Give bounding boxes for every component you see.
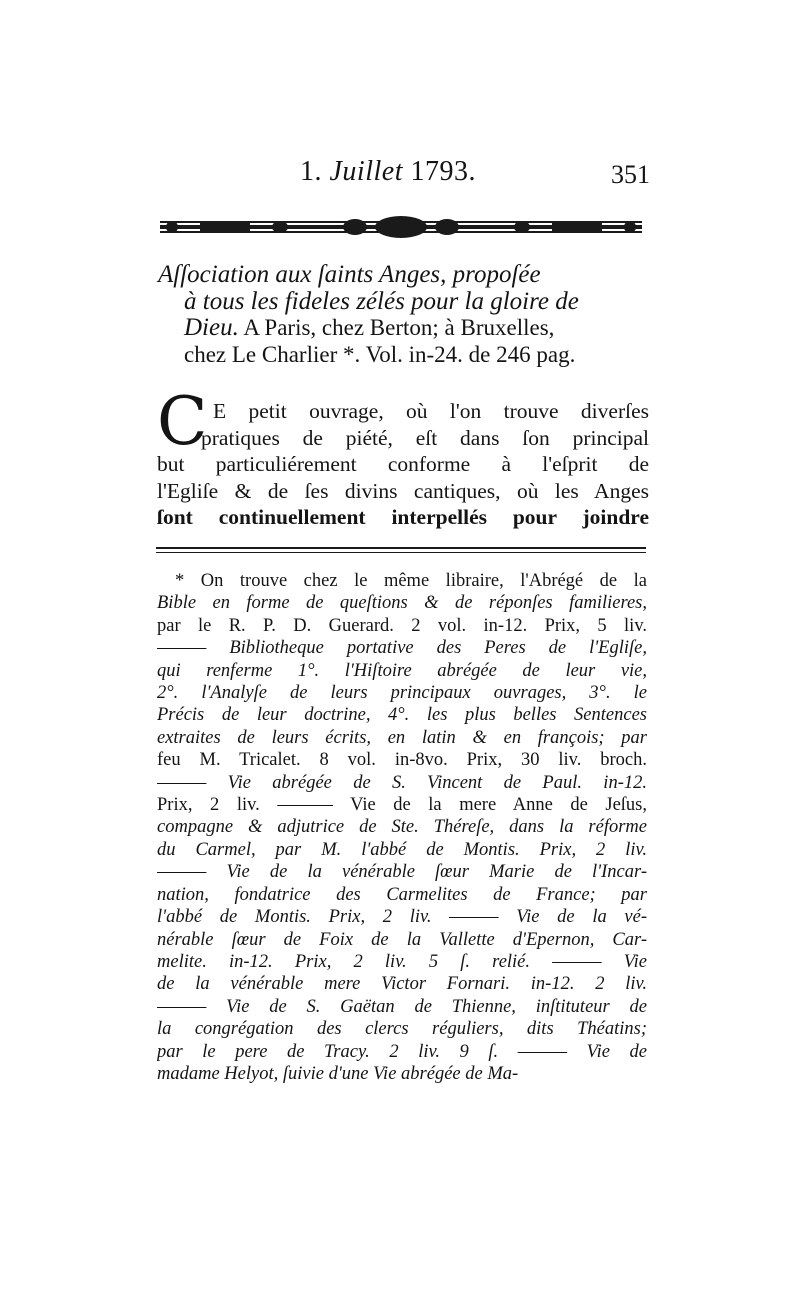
- body-paragraph: [157, 398, 649, 531]
- footnote-line: madame Helyot, ſuivie d'une Vie abrégée de Ma-: [157, 1063, 519, 1084]
- footnote-line: ——— Vie de S. Gaëtan de Thienne, inſtituteur de: [157, 996, 647, 1017]
- footnote-line: ——— Bibliotheque portative des Peres de l'Egliſe,: [157, 638, 647, 659]
- footnote-line: * On trouve chez le même libraire, l'Abrégé de la: [175, 571, 647, 591]
- body-line: l'Egliſe & de ſes divins cantiques, où les Anges: [157, 478, 649, 503]
- body-line: ſont continuellement interpellés pour joindre: [157, 505, 649, 529]
- footnote: [157, 570, 647, 1085]
- footnote-line: qui renferme 1°. l'Hiſtoire abrégée de leur vie,: [157, 660, 647, 681]
- ornamental-divider: [160, 214, 642, 240]
- footnote-line: nation, fondatrice des Carmelites de France; par: [157, 884, 647, 905]
- footnote-rule-thin: [156, 552, 646, 553]
- title-word-dieu: Dieu.: [184, 314, 239, 341]
- footnote-line: compagne & adjutrice de Ste. Théreſe, dans la réforme: [157, 817, 647, 838]
- footnote-line: Prix, 2 liv. ——— Vie de la mere Anne de Jeſus,: [157, 795, 647, 816]
- title-line: [158, 315, 648, 342]
- footnote-line: feu M. Tricalet. 8 vol. in-8vo. Prix, 30 liv. broch.: [157, 750, 647, 771]
- footnote-line: par le R. P. D. Guerard. 2 vol. in-12. Prix, 5 liv.: [157, 615, 647, 636]
- running-head: [150, 156, 650, 196]
- footnote-line: ——— Vie abrégée de S. Vincent de Paul. in-12.: [157, 772, 647, 793]
- date-prefix: 1.: [300, 156, 322, 187]
- date-year: 1793.: [410, 156, 476, 187]
- footnote-line: l'abbé de Montis. Prix, 2 liv. ——— Vie de la vé-: [157, 907, 647, 928]
- footnote-rule: [156, 547, 646, 549]
- book-title: [158, 262, 648, 368]
- footnote-line: nérable ſœur de Foix de la Vallette d'Epernon, Car-: [157, 929, 647, 950]
- footnote-line: melite. in-12. Prix, 2 liv. 5 ſ. relié. ——— Vie: [157, 951, 647, 972]
- running-date: [300, 156, 476, 188]
- title-line: à tous les fideles zélés pour la gloire de: [184, 287, 579, 315]
- title-line: Aſſociation aux ſaints Anges, propoſée: [158, 261, 541, 288]
- footnote-line: 2°. l'Analyſe de leurs principaux ouvrages, 3°. le: [157, 683, 647, 704]
- footnote-line: de la vénérable mere Victor Fornari. in-12. 2 liv.: [157, 974, 647, 995]
- footnote-line: du Carmel, par M. l'abbé de Montis. Prix, 2 liv.: [157, 839, 647, 860]
- body-line: E petit ouvrage, où l'on trouve diverſes: [213, 399, 649, 423]
- footnote-line: Précis de leur doctrine, 4°. les plus belles Sentences: [157, 705, 647, 726]
- footnote-line: Bible en forme de queſtions & de réponſes familieres,: [157, 593, 647, 614]
- drop-cap: C: [157, 383, 208, 460]
- body-line: pratiques de piété, eſt dans ſon principal: [201, 425, 649, 450]
- body-line: but particuliérement conforme à l'eſprit de: [157, 452, 649, 476]
- footnote-line: la congrégation des clercs réguliers, dits Théatins;: [157, 1019, 647, 1040]
- page-number: 351: [611, 160, 650, 189]
- title-imprint: A Paris, chez Berton; à Bruxelles,: [243, 315, 555, 340]
- title-line: chez Le Charlier *. Vol. in-24. de 246 pag.: [184, 341, 576, 367]
- footnote-line: ——— Vie de la vénérable ſœur Marie de l'Incar-: [157, 862, 647, 883]
- footnote-line: par le pere de Tracy. 2 liv. 9 ſ. ——— Vie de: [157, 1041, 647, 1062]
- date-month: Juillet: [329, 156, 403, 187]
- footnote-line: extraites de leurs écrits, en latin & en françois; par: [157, 727, 647, 748]
